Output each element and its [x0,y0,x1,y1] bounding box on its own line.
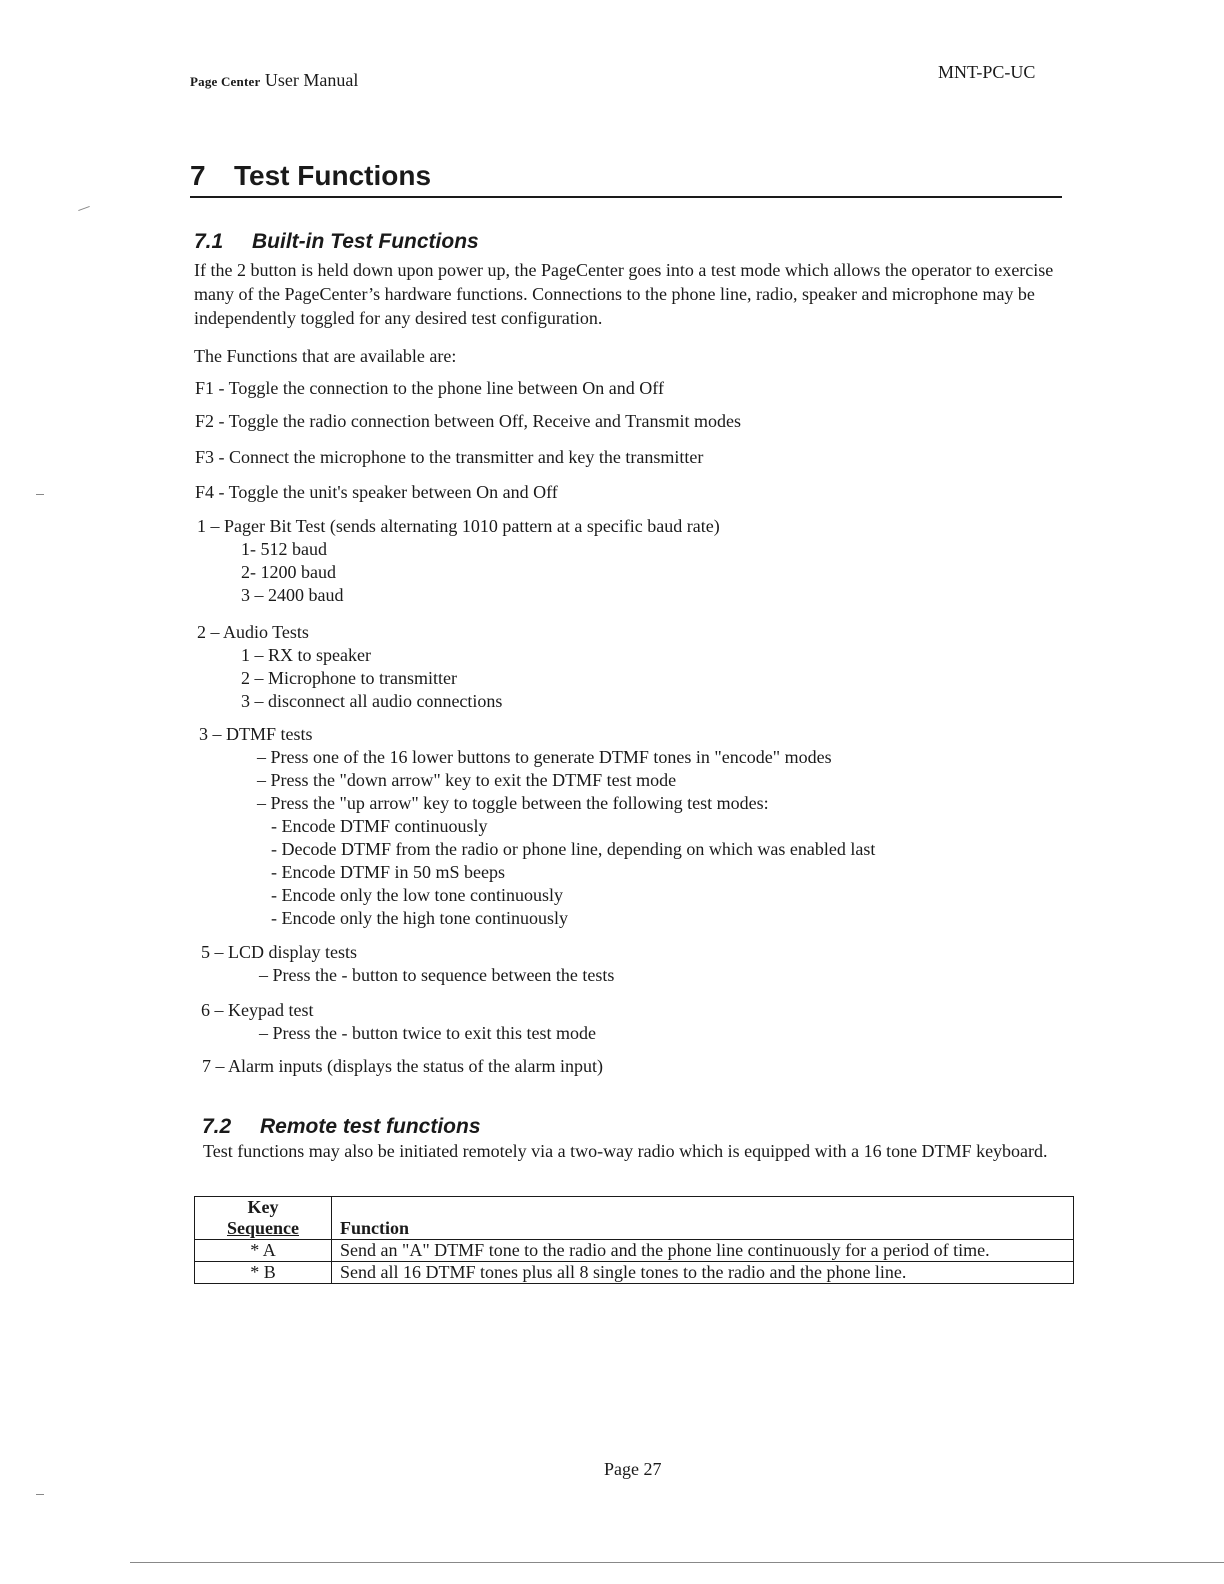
list-item: 1- 512 baud [241,539,327,559]
header-manual: User Manual [264,70,359,90]
pager-bit-test [197,515,720,607]
section-title: Remote test functions [260,1115,481,1138]
available-functions-text: The Functions that are available are: [194,346,457,366]
table-row [195,1262,1074,1284]
key-cell: * A [195,1240,332,1262]
list-item: 1 – RX to speaker [241,645,371,665]
function-header: Function [332,1197,1074,1240]
list-item: - Encode DTMF continuously [271,816,488,836]
list-item: - Encode only the low tone continuously [271,885,563,905]
list-item: - Encode DTMF in 50 mS beeps [271,862,505,882]
audio-tests [197,621,502,713]
section-title: Built-in Test Functions [252,230,479,253]
section-number: 7.1 [194,230,224,253]
key-cell: * B [195,1262,332,1284]
list-item: - Decode DTMF from the radio or phone line, depending on which was enabled last [271,839,876,859]
scan-edge-line [130,1562,1224,1563]
list-item: 3 – disconnect all audio connections [241,691,503,711]
table-row [195,1240,1074,1262]
chapter-title: Test Functions [234,160,432,191]
scan-mark [36,494,44,495]
table-header-row [195,1197,1074,1240]
list-item: – Press one of the 16 lower buttons to generate DTMF tones in "encode" modes [257,747,832,767]
header-title [190,70,358,91]
alarm-inputs-line: 7 – Alarm inputs (displays the status of the alarm input) [202,1056,603,1076]
header-brand: Page Center [190,74,261,89]
list-item: – Press the "up arrow" key to toggle between the following test modes: [257,793,769,813]
f3-line: F3 - Connect the microphone to the transmitter and key the transmitter [195,447,704,467]
list-item: – Press the "down arrow" key to exit the DTMF test mode [257,770,677,790]
intro-paragraph: If the 2 button is held down upon power up, the PageCenter goes into a test mode which allows the operator to exercise many of the PageCenter’s hardware functions. Connections to the phone line, radio, speaker and microphone may be independently toggled for any desired test configuration. [194,260,1054,328]
key-sequence-table [194,1196,1074,1284]
section-7-1-heading [194,230,479,254]
f4-line: F4 - Toggle the unit's speaker between On and Off [195,482,558,502]
page-number: Page 27 [604,1459,662,1479]
header-line: Key [247,1197,279,1217]
lcd-display-tests [201,941,614,987]
function-cell: Send all 16 DTMF tones plus all 8 single tones to the radio and the phone line. [332,1262,1074,1284]
lcd-title: 5 – LCD display tests [201,942,357,962]
f1-line: F1 - Toggle the connection to the phone line between On and Off [195,378,664,398]
scan-mark [36,1494,44,1495]
header-doc-id: MNT-PC-UC [938,62,1036,82]
scan-mark [78,206,90,211]
pager-title: 1 – Pager Bit Test (sends alternating 1010 pattern at a specific baud rate) [197,516,720,536]
keypad-title: 6 – Keypad test [201,1000,314,1020]
list-item: – Press the - button to sequence between the tests [259,965,615,985]
function-cell: Send an "A" DTMF tone to the radio and the phone line continuously for a period of time. [332,1240,1074,1262]
list-item: – Press the - button twice to exit this test mode [259,1023,596,1043]
remote-paragraph: Test functions may also be initiated remotely via a two-way radio which is equipped with a 16 tone DTMF keyboard. [203,1141,1048,1161]
section-number: 7.2 [202,1115,232,1138]
keypad-test [201,999,596,1045]
list-item: - Encode only the high tone continuously [271,908,568,928]
dtmf-tests [199,723,875,930]
list-item: 2 – Microphone to transmitter [241,668,457,688]
chapter-heading [190,160,1062,198]
audio-title: 2 – Audio Tests [197,622,309,642]
list-item: 2- 1200 baud [241,562,336,582]
dtmf-title: 3 – DTMF tests [199,724,313,744]
section-7-2-heading [202,1115,481,1139]
list-item: 3 – 2400 baud [241,585,344,605]
chapter-number: 7 [190,160,206,191]
f2-line: F2 - Toggle the radio connection between Off, Receive and Transmit modes [195,411,741,431]
header-line: Sequence [227,1218,299,1238]
key-sequence-header [195,1197,332,1240]
